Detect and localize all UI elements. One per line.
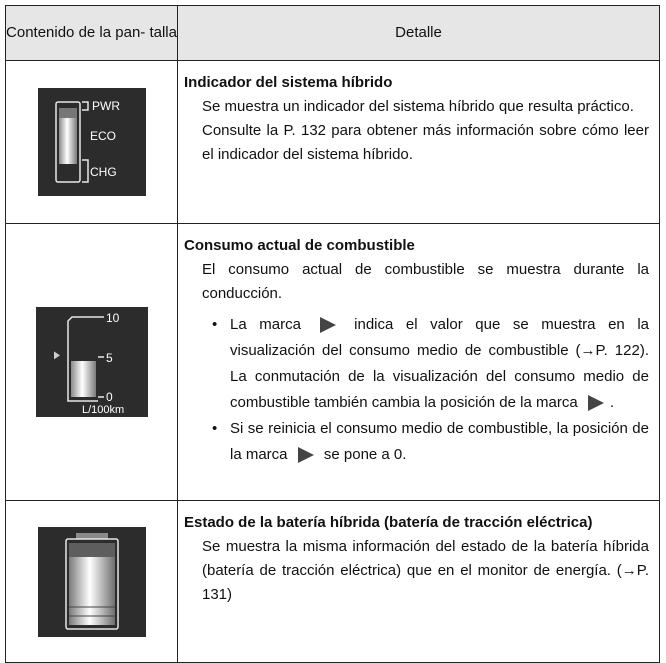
fuel-consumption-gauge-icon [36, 307, 148, 417]
bullet-text: Si se reinicia el consumo medio de combustible, la posición de la marca [230, 420, 649, 463]
pwr-label: PWR [91, 99, 120, 113]
tick-label: 10 [105, 311, 119, 325]
header-display-content: Contenido de la pan- talla [6, 6, 178, 61]
detail-cell [178, 224, 660, 501]
unit-label: L/100km [81, 404, 124, 416]
list-item [212, 416, 649, 468]
triangle-marker-icon [298, 447, 314, 463]
triangle-marker-icon [320, 317, 336, 333]
tick-label: 0 [105, 390, 113, 404]
row-paragraph: Consulte la P. 132 para obtener más información sobre cómo leer el indicador del sistema híbrido. [202, 122, 649, 163]
table-header-row [6, 6, 660, 61]
fuel-level-bar [71, 361, 96, 397]
list-item [212, 312, 649, 416]
bullet-dot: • [212, 420, 218, 437]
detail-cell [178, 61, 660, 224]
row-title: Estado de la batería híbrida (batería de tracción eléctrica) [184, 514, 593, 531]
table-row [6, 224, 660, 501]
table-row [6, 501, 660, 663]
display-image-cell [6, 61, 178, 224]
hybrid-battery-icon [38, 527, 146, 637]
row-paragraph: Se muestra un indicador del sistema híbrido que resulta práctico. [202, 98, 634, 115]
eco-label: ECO [89, 129, 116, 143]
row-title: Consumo actual de combustible [184, 237, 415, 254]
display-image-cell [6, 501, 178, 663]
info-table [5, 5, 660, 663]
bullet-text: . [609, 394, 615, 411]
triangle-marker-icon [588, 395, 604, 411]
row-title: Indicador del sistema híbrido [184, 74, 393, 91]
bullet-text: La marca [230, 316, 301, 333]
bullet-text: se pone a 0. [323, 446, 407, 463]
bullet-text: indica el valor que se muestra en la visualización del consumo medio de combustible (→P. 122). La conmutación de la visualización del consumo medio de combustible también cambia la posición de la marca [230, 316, 650, 411]
tick-label: 5 [105, 351, 113, 365]
hybrid-system-indicator-icon [38, 88, 146, 196]
detail-cell [178, 501, 660, 663]
display-image-cell [6, 224, 178, 501]
row-paragraph: El consumo actual de combustible se muestra durante la conducción. [202, 261, 649, 302]
row-paragraph: Se muestra la misma información del estado de la batería híbrida (batería de tracción eléctrica) que en el monitor de energía. (→P. 131) [202, 538, 649, 603]
bullet-list [184, 312, 649, 468]
table-row [6, 61, 660, 224]
bullet-dot: • [212, 316, 218, 333]
chg-label: CHG [89, 165, 117, 179]
header-detail: Detalle [178, 6, 660, 61]
